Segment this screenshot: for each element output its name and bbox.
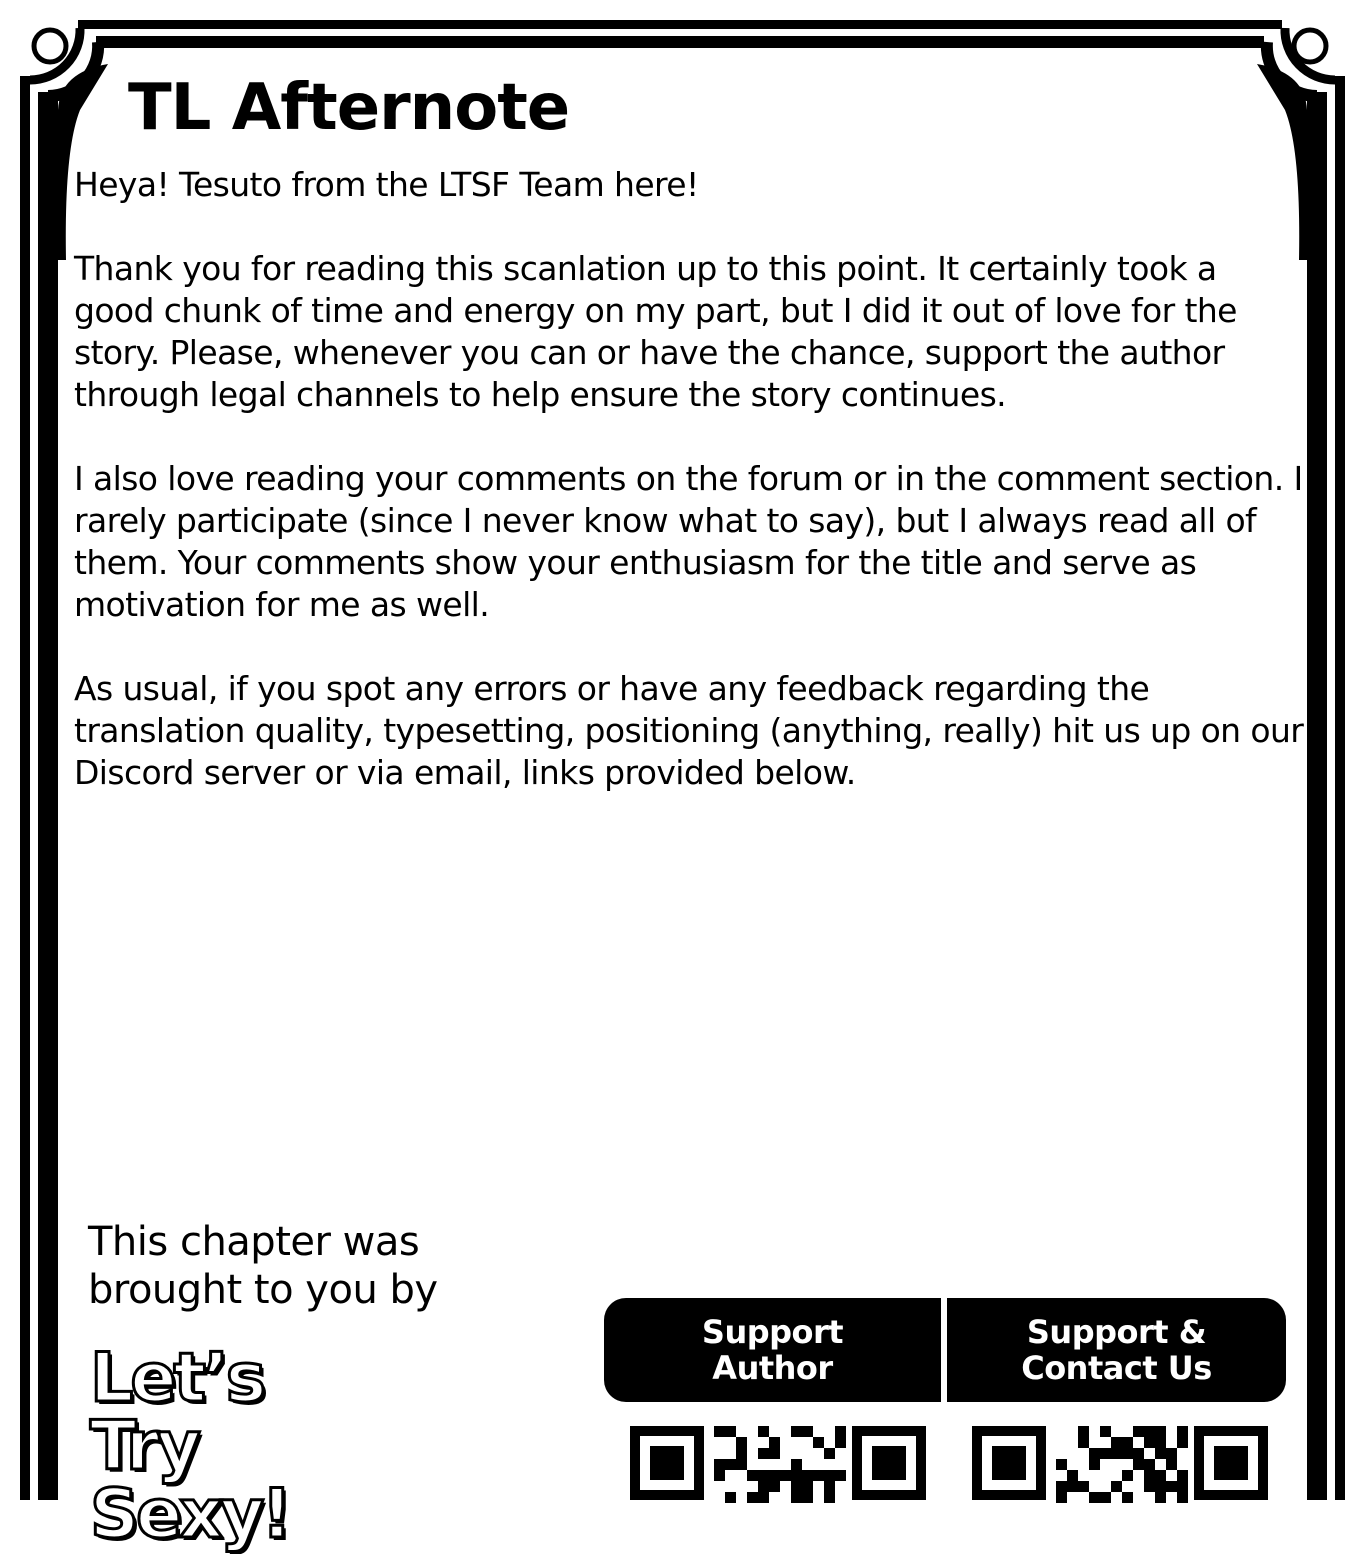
- credit-line: This chapter was: [88, 1219, 420, 1265]
- comments-paragraph: I also love reading your comments on the forum or in the comment section. I rarely participate (since I never know what to say), but I always read all of them. Your comments show your enthusiasm for the title and serve as motivation for me as well.: [74, 459, 1303, 624]
- author-qr-code-icon[interactable]: [630, 1426, 926, 1506]
- contact-qr-code-icon[interactable]: [972, 1426, 1268, 1506]
- button-label: Author: [712, 1349, 833, 1387]
- button-label: Contact Us: [1021, 1349, 1212, 1387]
- credit-line: brought to you by: [88, 1267, 438, 1313]
- logo-line: Let’s: [90, 1339, 264, 1418]
- support-contact-button[interactable]: [947, 1298, 1286, 1402]
- credit-text: [88, 1218, 438, 1314]
- logo-line: Try: [90, 1407, 198, 1486]
- support-author-button[interactable]: [604, 1298, 941, 1402]
- button-label: Support &: [1026, 1313, 1207, 1351]
- thanks-paragraph: Thank you for reading this scanlation up to this point. It certainly took a good chunk of time and energy on my part, but I did it out of love for the story. Please, whenever you can or have the chance, support the author through legal channels to help ensure the story continues.: [74, 249, 1237, 414]
- team-logo: [90, 1339, 290, 1554]
- afternote-body: [74, 164, 1306, 836]
- feedback-paragraph: As usual, if you spot any errors or have any feedback regarding the translation quality, typesetting, positioning (anything, really) hit us up on our Discord server or via email, links provided below.: [74, 669, 1304, 792]
- page-title: TL Afternote: [128, 71, 570, 145]
- greeting-paragraph: Heya! Tesuto from the LTSF Team here!: [74, 165, 699, 204]
- logo-line: Sexy!: [90, 1475, 290, 1554]
- button-label: Support: [701, 1313, 844, 1351]
